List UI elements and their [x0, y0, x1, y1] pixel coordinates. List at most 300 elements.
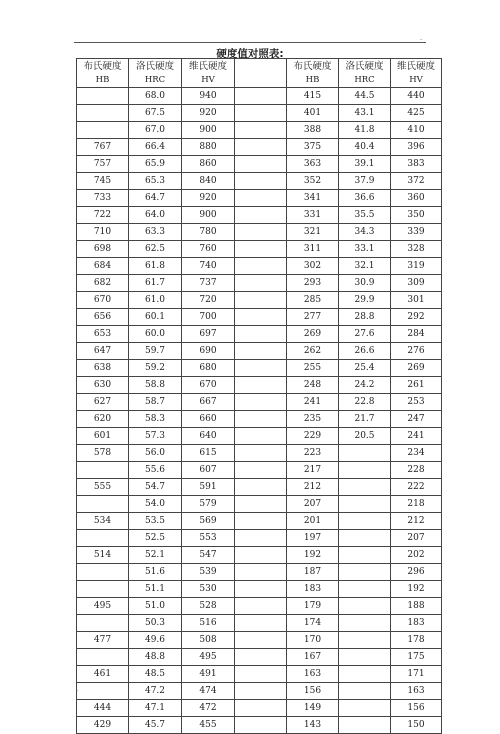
cell-hv-left: 547: [182, 547, 235, 564]
cell-hb-right: 375: [287, 139, 339, 156]
cell-hv-left: 697: [182, 326, 235, 343]
cell-spacer: [235, 547, 287, 564]
table-row: [77, 411, 442, 428]
cell-hv-left: 516: [182, 615, 235, 632]
cell-hrc-right: 30.9: [339, 275, 391, 292]
cell-hrc-left: 60.0: [129, 326, 182, 343]
cell-hb-right: 415: [287, 88, 339, 105]
cell-hrc-right: 44.5: [339, 88, 391, 105]
cell-hv-left: 495: [182, 649, 235, 666]
cell-hb-right: 262: [287, 343, 339, 360]
cell-hb-left: 722: [77, 207, 129, 224]
cell-hrc-left: 51.1: [129, 581, 182, 598]
cell-hb-right: 223: [287, 445, 339, 462]
cell-hb-left: 601: [77, 428, 129, 445]
cell-hb-left: 429: [77, 717, 129, 734]
cell-hrc-left: 51.0: [129, 598, 182, 615]
cell-hb-left: 656: [77, 309, 129, 326]
cell-hv-right: 171: [391, 666, 442, 683]
cell-hv-left: 491: [182, 666, 235, 683]
cell-hb-left: [77, 530, 129, 547]
cell-hb-right: 363: [287, 156, 339, 173]
cell-hrc-left: 61.7: [129, 275, 182, 292]
cell-hb-right: 235: [287, 411, 339, 428]
header-hb-left: 布氏硬度 HB: [77, 59, 129, 88]
cell-hrc-right: 40.4: [339, 139, 391, 156]
cell-hv-right: 410: [391, 122, 442, 139]
cell-spacer: [235, 479, 287, 496]
cell-hrc-left: 68.0: [129, 88, 182, 105]
cell-hb-right: 179: [287, 598, 339, 615]
table-row: [77, 190, 442, 207]
cell-hrc-left: 58.3: [129, 411, 182, 428]
table-row: [77, 139, 442, 156]
cell-spacer: [235, 496, 287, 513]
cell-spacer: [235, 581, 287, 598]
cell-hrc-right: 26.6: [339, 343, 391, 360]
cell-spacer: [235, 513, 287, 530]
cell-hb-right: 207: [287, 496, 339, 513]
cell-hv-right: 350: [391, 207, 442, 224]
cell-hb-right: 341: [287, 190, 339, 207]
cell-hv-left: 900: [182, 207, 235, 224]
table-row: [77, 598, 442, 615]
cell-hrc-right: 20.5: [339, 428, 391, 445]
cell-hb-left: 647: [77, 343, 129, 360]
cell-hrc-right: [339, 683, 391, 700]
cell-hb-right: 167: [287, 649, 339, 666]
cell-hrc-right: 22.8: [339, 394, 391, 411]
cell-hb-right: 293: [287, 275, 339, 292]
cell-spacer: [235, 666, 287, 683]
table-row: [77, 156, 442, 173]
cell-hrc-right: 27.6: [339, 326, 391, 343]
table-row: [77, 547, 442, 564]
cell-hrc-right: [339, 496, 391, 513]
table-row: [77, 122, 442, 139]
table-row: [77, 649, 442, 666]
cell-hb-left: 684: [77, 258, 129, 275]
table-row: [77, 615, 442, 632]
cell-spacer: [235, 530, 287, 547]
cell-hv-right: 178: [391, 632, 442, 649]
cell-hb-left: 620: [77, 411, 129, 428]
cell-hv-right: 269: [391, 360, 442, 377]
cell-hb-right: 388: [287, 122, 339, 139]
cell-hv-right: 241: [391, 428, 442, 445]
cell-hrc-right: 25.4: [339, 360, 391, 377]
table-row: [77, 343, 442, 360]
cell-hb-left: [77, 462, 129, 479]
cell-hrc-left: 66.4: [129, 139, 182, 156]
cell-hrc-right: 35.5: [339, 207, 391, 224]
cell-spacer: [235, 564, 287, 581]
cell-hv-right: 228: [391, 462, 442, 479]
cell-spacer: [235, 462, 287, 479]
cell-hv-right: 319: [391, 258, 442, 275]
cell-hrc-left: 51.6: [129, 564, 182, 581]
cell-hb-right: 170: [287, 632, 339, 649]
cell-hb-right: 302: [287, 258, 339, 275]
table-row: [77, 326, 442, 343]
cell-hb-right: 255: [287, 360, 339, 377]
cell-hb-left: 745: [77, 173, 129, 190]
cell-spacer: [235, 105, 287, 122]
cell-hv-right: 156: [391, 700, 442, 717]
cell-hb-left: 555: [77, 479, 129, 496]
cell-hrc-right: 36.6: [339, 190, 391, 207]
page-mark-bottom: .: [76, 684, 79, 693]
cell-hv-right: 163: [391, 683, 442, 700]
cell-hv-left: 640: [182, 428, 235, 445]
cell-hb-left: 495: [77, 598, 129, 615]
cell-hrc-left: 59.2: [129, 360, 182, 377]
cell-spacer: [235, 173, 287, 190]
table-row: [77, 445, 442, 462]
cell-hrc-right: [339, 700, 391, 717]
cell-spacer: [235, 139, 287, 156]
header-rule: [74, 42, 426, 43]
cell-hrc-right: [339, 666, 391, 683]
cell-hv-left: 660: [182, 411, 235, 428]
header-spacer: [235, 59, 287, 88]
cell-hv-left: 860: [182, 156, 235, 173]
cell-hb-left: [77, 649, 129, 666]
hardness-table: [76, 58, 442, 734]
cell-hb-right: 197: [287, 530, 339, 547]
cell-hb-left: 514: [77, 547, 129, 564]
cell-hv-right: 150: [391, 717, 442, 734]
cell-hb-left: 653: [77, 326, 129, 343]
cell-hv-left: 670: [182, 377, 235, 394]
cell-hv-left: 667: [182, 394, 235, 411]
cell-hrc-left: 50.3: [129, 615, 182, 632]
cell-hb-left: 578: [77, 445, 129, 462]
cell-hb-left: [77, 615, 129, 632]
cell-spacer: [235, 292, 287, 309]
cell-spacer: [235, 598, 287, 615]
cell-hb-left: 757: [77, 156, 129, 173]
table-row: [77, 309, 442, 326]
cell-hv-left: 539: [182, 564, 235, 581]
cell-hrc-right: [339, 632, 391, 649]
cell-spacer: [235, 700, 287, 717]
cell-hb-left: [77, 496, 129, 513]
table-row: [77, 207, 442, 224]
cell-hb-left: 534: [77, 513, 129, 530]
cell-hrc-right: [339, 598, 391, 615]
cell-hrc-left: 49.6: [129, 632, 182, 649]
cell-hb-right: 156: [287, 683, 339, 700]
table-row: [77, 530, 442, 547]
cell-hrc-left: 47.1: [129, 700, 182, 717]
table-row: [77, 496, 442, 513]
cell-spacer: [235, 428, 287, 445]
cell-hb-left: 682: [77, 275, 129, 292]
table-body: [77, 88, 442, 734]
cell-hv-left: 615: [182, 445, 235, 462]
cell-hb-left: 767: [77, 139, 129, 156]
cell-hv-left: 579: [182, 496, 235, 513]
cell-hrc-right: [339, 513, 391, 530]
cell-hv-right: 309: [391, 275, 442, 292]
table-row: [77, 462, 442, 479]
cell-hrc-left: 56.0: [129, 445, 182, 462]
cell-hb-left: 638: [77, 360, 129, 377]
page-title: 硬度值对照表:: [216, 48, 284, 60]
cell-hrc-left: 54.7: [129, 479, 182, 496]
table-row: [77, 360, 442, 377]
table-row: [77, 377, 442, 394]
cell-hv-right: 212: [391, 513, 442, 530]
cell-hb-left: [77, 564, 129, 581]
cell-hb-left: 670: [77, 292, 129, 309]
cell-spacer: [235, 717, 287, 734]
cell-spacer: [235, 377, 287, 394]
cell-hv-left: 740: [182, 258, 235, 275]
table-row: [77, 292, 442, 309]
cell-spacer: [235, 207, 287, 224]
table-row: [77, 666, 442, 683]
cell-hv-left: 607: [182, 462, 235, 479]
cell-hrc-left: 52.5: [129, 530, 182, 547]
cell-hrc-left: 61.8: [129, 258, 182, 275]
cell-hb-right: 269: [287, 326, 339, 343]
cell-hrc-right: [339, 479, 391, 496]
cell-hv-left: 553: [182, 530, 235, 547]
cell-spacer: [235, 343, 287, 360]
cell-hv-left: 760: [182, 241, 235, 258]
table-row: [77, 241, 442, 258]
cell-hv-left: 472: [182, 700, 235, 717]
cell-hb-right: 401: [287, 105, 339, 122]
cell-hb-right: 229: [287, 428, 339, 445]
cell-hrc-right: 34.3: [339, 224, 391, 241]
cell-spacer: [235, 445, 287, 462]
cell-hv-left: 880: [182, 139, 235, 156]
cell-spacer: [235, 190, 287, 207]
table-row: [77, 394, 442, 411]
table-row: [77, 632, 442, 649]
cell-hv-left: 700: [182, 309, 235, 326]
cell-hb-right: 183: [287, 581, 339, 598]
cell-hb-left: 444: [77, 700, 129, 717]
header-hb-right: 布氏硬度 HB: [287, 59, 339, 88]
cell-hv-left: 900: [182, 122, 235, 139]
cell-hb-right: 187: [287, 564, 339, 581]
cell-hb-right: 201: [287, 513, 339, 530]
cell-hrc-left: 62.5: [129, 241, 182, 258]
cell-hrc-left: 63.3: [129, 224, 182, 241]
cell-hrc-left: 53.5: [129, 513, 182, 530]
cell-hrc-right: 37.9: [339, 173, 391, 190]
table-row: [77, 224, 442, 241]
cell-hv-left: 920: [182, 105, 235, 122]
cell-hv-left: 690: [182, 343, 235, 360]
cell-hrc-right: 32.1: [339, 258, 391, 275]
cell-hrc-left: 64.7: [129, 190, 182, 207]
cell-hv-left: 591: [182, 479, 235, 496]
cell-spacer: [235, 615, 287, 632]
cell-hv-right: 222: [391, 479, 442, 496]
cell-hb-left: [77, 105, 129, 122]
cell-hv-right: 383: [391, 156, 442, 173]
table-row: [77, 275, 442, 292]
cell-spacer: [235, 122, 287, 139]
cell-hb-right: 217: [287, 462, 339, 479]
cell-spacer: [235, 360, 287, 377]
cell-hrc-left: 59.7: [129, 343, 182, 360]
cell-spacer: [235, 632, 287, 649]
cell-hb-left: 698: [77, 241, 129, 258]
cell-hv-left: 569: [182, 513, 235, 530]
cell-hb-left: 710: [77, 224, 129, 241]
table-row: [77, 105, 442, 122]
table-row: [77, 173, 442, 190]
table-row: [77, 513, 442, 530]
cell-spacer: [235, 88, 287, 105]
cell-hrc-right: 24.2: [339, 377, 391, 394]
header-hv-right: 维氏硬度 HV: [391, 59, 442, 88]
cell-hrc-right: 29.9: [339, 292, 391, 309]
cell-hrc-right: 39.1: [339, 156, 391, 173]
cell-spacer: [235, 683, 287, 700]
header-hrc-right: 洛氏硬度 HRC: [339, 59, 391, 88]
cell-hrc-left: 54.0: [129, 496, 182, 513]
cell-hrc-left: 52.1: [129, 547, 182, 564]
cell-hv-right: 261: [391, 377, 442, 394]
cell-spacer: [235, 411, 287, 428]
cell-hv-right: 284: [391, 326, 442, 343]
cell-hv-right: 234: [391, 445, 442, 462]
cell-hb-right: 321: [287, 224, 339, 241]
cell-hrc-right: 28.8: [339, 309, 391, 326]
page-mark-top: .: [420, 33, 423, 42]
cell-hrc-left: 58.8: [129, 377, 182, 394]
cell-hb-right: 163: [287, 666, 339, 683]
cell-hb-left: 461: [77, 666, 129, 683]
cell-spacer: [235, 309, 287, 326]
cell-hrc-right: [339, 717, 391, 734]
cell-hrc-right: [339, 581, 391, 598]
cell-hv-right: 301: [391, 292, 442, 309]
cell-hv-right: 183: [391, 615, 442, 632]
cell-hb-right: 248: [287, 377, 339, 394]
cell-hv-right: 440: [391, 88, 442, 105]
cell-hv-left: 940: [182, 88, 235, 105]
cell-hrc-left: 55.6: [129, 462, 182, 479]
cell-hv-left: 530: [182, 581, 235, 598]
table-row: [77, 428, 442, 445]
cell-hrc-left: 45.7: [129, 717, 182, 734]
table-row: [77, 258, 442, 275]
cell-spacer: [235, 394, 287, 411]
cell-hv-left: 474: [182, 683, 235, 700]
header-hrc-left: 洛氏硬度 HRC: [129, 59, 182, 88]
cell-hrc-left: 65.9: [129, 156, 182, 173]
cell-hrc-right: [339, 462, 391, 479]
cell-hv-right: 372: [391, 173, 442, 190]
cell-hv-right: 276: [391, 343, 442, 360]
cell-hrc-right: 33.1: [339, 241, 391, 258]
cell-hv-right: 218: [391, 496, 442, 513]
table-row: [77, 564, 442, 581]
cell-hrc-left: 67.5: [129, 105, 182, 122]
cell-hb-right: 311: [287, 241, 339, 258]
cell-hv-right: 296: [391, 564, 442, 581]
table-row: [77, 700, 442, 717]
cell-hv-right: 247: [391, 411, 442, 428]
cell-hrc-right: 43.1: [339, 105, 391, 122]
cell-hv-left: 720: [182, 292, 235, 309]
header-hv-left: 维氏硬度 HV: [182, 59, 235, 88]
cell-hv-left: 528: [182, 598, 235, 615]
cell-hrc-left: 57.3: [129, 428, 182, 445]
cell-hb-left: [77, 581, 129, 598]
cell-hb-right: 241: [287, 394, 339, 411]
cell-hrc-left: 48.5: [129, 666, 182, 683]
cell-hv-right: 175: [391, 649, 442, 666]
cell-spacer: [235, 275, 287, 292]
cell-hb-right: 192: [287, 547, 339, 564]
cell-hb-right: 149: [287, 700, 339, 717]
cell-hrc-right: [339, 615, 391, 632]
cell-hrc-right: 41.8: [339, 122, 391, 139]
cell-hrc-left: 47.2: [129, 683, 182, 700]
cell-hb-left: 733: [77, 190, 129, 207]
cell-hv-left: 840: [182, 173, 235, 190]
cell-hv-left: 780: [182, 224, 235, 241]
table-row: [77, 88, 442, 105]
cell-spacer: [235, 326, 287, 343]
cell-hv-right: 339: [391, 224, 442, 241]
cell-hrc-left: 67.0: [129, 122, 182, 139]
cell-hb-right: 277: [287, 309, 339, 326]
cell-hv-left: 680: [182, 360, 235, 377]
cell-hrc-right: [339, 530, 391, 547]
cell-spacer: [235, 258, 287, 275]
cell-hv-right: 292: [391, 309, 442, 326]
cell-spacer: [235, 649, 287, 666]
cell-hrc-left: 48.8: [129, 649, 182, 666]
cell-hb-right: 331: [287, 207, 339, 224]
cell-hv-right: 425: [391, 105, 442, 122]
cell-hv-right: 360: [391, 190, 442, 207]
cell-hrc-right: [339, 445, 391, 462]
cell-hrc-right: [339, 649, 391, 666]
cell-hv-right: 192: [391, 581, 442, 598]
cell-hv-right: 207: [391, 530, 442, 547]
cell-hrc-left: 65.3: [129, 173, 182, 190]
cell-hb-left: [77, 122, 129, 139]
cell-hrc-left: 60.1: [129, 309, 182, 326]
cell-hb-right: 285: [287, 292, 339, 309]
cell-hb-left: [77, 88, 129, 105]
table-header-row: [77, 59, 442, 88]
cell-hrc-right: 21.7: [339, 411, 391, 428]
cell-hb-left: 630: [77, 377, 129, 394]
cell-hv-right: 396: [391, 139, 442, 156]
cell-hb-left: [77, 683, 129, 700]
cell-hb-left: 477: [77, 632, 129, 649]
cell-hrc-left: 58.7: [129, 394, 182, 411]
cell-hrc-left: 61.0: [129, 292, 182, 309]
cell-hv-left: 508: [182, 632, 235, 649]
cell-hb-right: 352: [287, 173, 339, 190]
cell-hrc-right: [339, 547, 391, 564]
cell-spacer: [235, 224, 287, 241]
table-row: [77, 479, 442, 496]
